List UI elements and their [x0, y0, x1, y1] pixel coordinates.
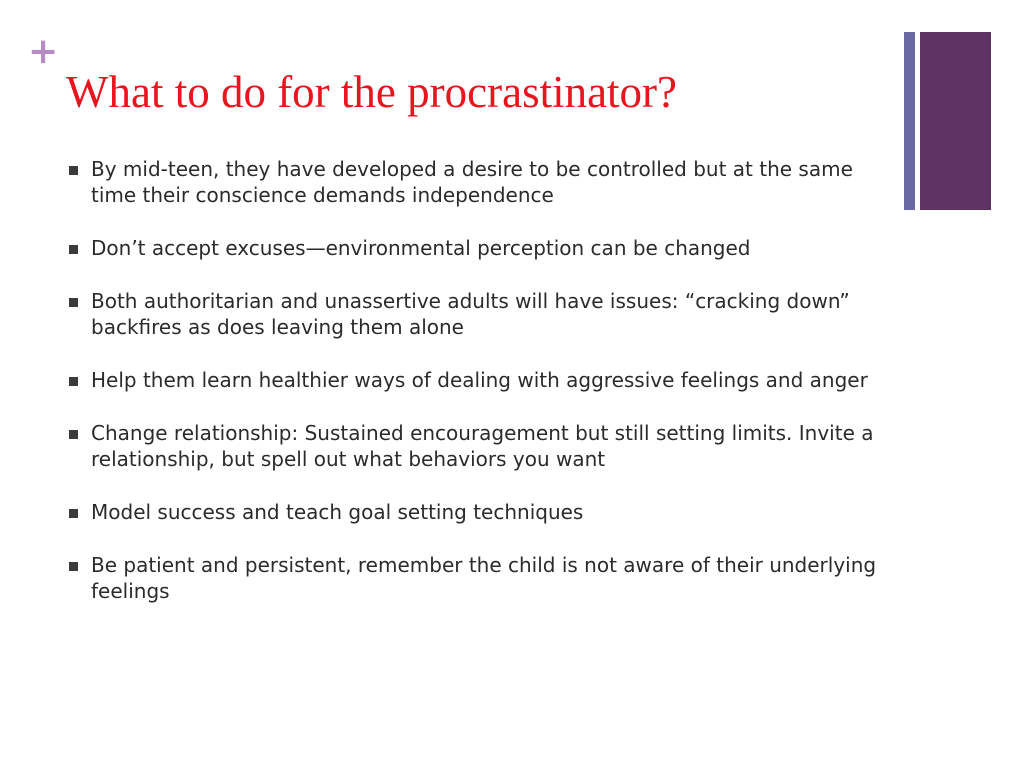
bullet-text: Don’t accept excuses—environmental perception can be changed	[91, 236, 751, 260]
accent-bar-thick	[920, 32, 991, 210]
bullet-item	[66, 288, 878, 340]
plus-icon: +	[28, 31, 59, 72]
bullet-text: By mid-teen, they have developed a desire to be controlled but at the same time their conscience demands independence	[91, 157, 853, 207]
square-bullet-icon	[69, 509, 78, 518]
bullet-item	[66, 420, 878, 472]
square-bullet-icon	[69, 377, 78, 386]
bullet-text: Help them learn healthier ways of dealing with aggressive feelings and anger	[91, 368, 868, 392]
slide-title: What to do for the procrastinator?	[66, 67, 678, 117]
bullet-text: Both authoritarian and unassertive adults will have issues: “cracking down” backfires as does leaving them alone	[91, 289, 850, 339]
square-bullet-icon	[69, 562, 78, 571]
bullet-item	[66, 499, 878, 525]
square-bullet-icon	[69, 430, 78, 439]
square-bullet-icon	[69, 298, 78, 307]
bullet-item	[66, 552, 878, 604]
square-bullet-icon	[69, 166, 78, 175]
bullet-text: Model success and teach goal setting techniques	[91, 500, 584, 524]
bullet-text: Change relationship: Sustained encouragement but still setting limits. Invite a relationship, but spell out what behaviors you want	[91, 421, 874, 471]
accent-bar-thin	[904, 32, 915, 210]
bullet-item	[66, 367, 878, 393]
bullet-item	[66, 156, 878, 208]
bullet-text: Be patient and persistent, remember the child is not aware of their underlying feelings	[91, 553, 877, 603]
bullet-list	[66, 156, 878, 631]
square-bullet-icon	[69, 245, 78, 254]
bullet-item	[66, 235, 878, 261]
